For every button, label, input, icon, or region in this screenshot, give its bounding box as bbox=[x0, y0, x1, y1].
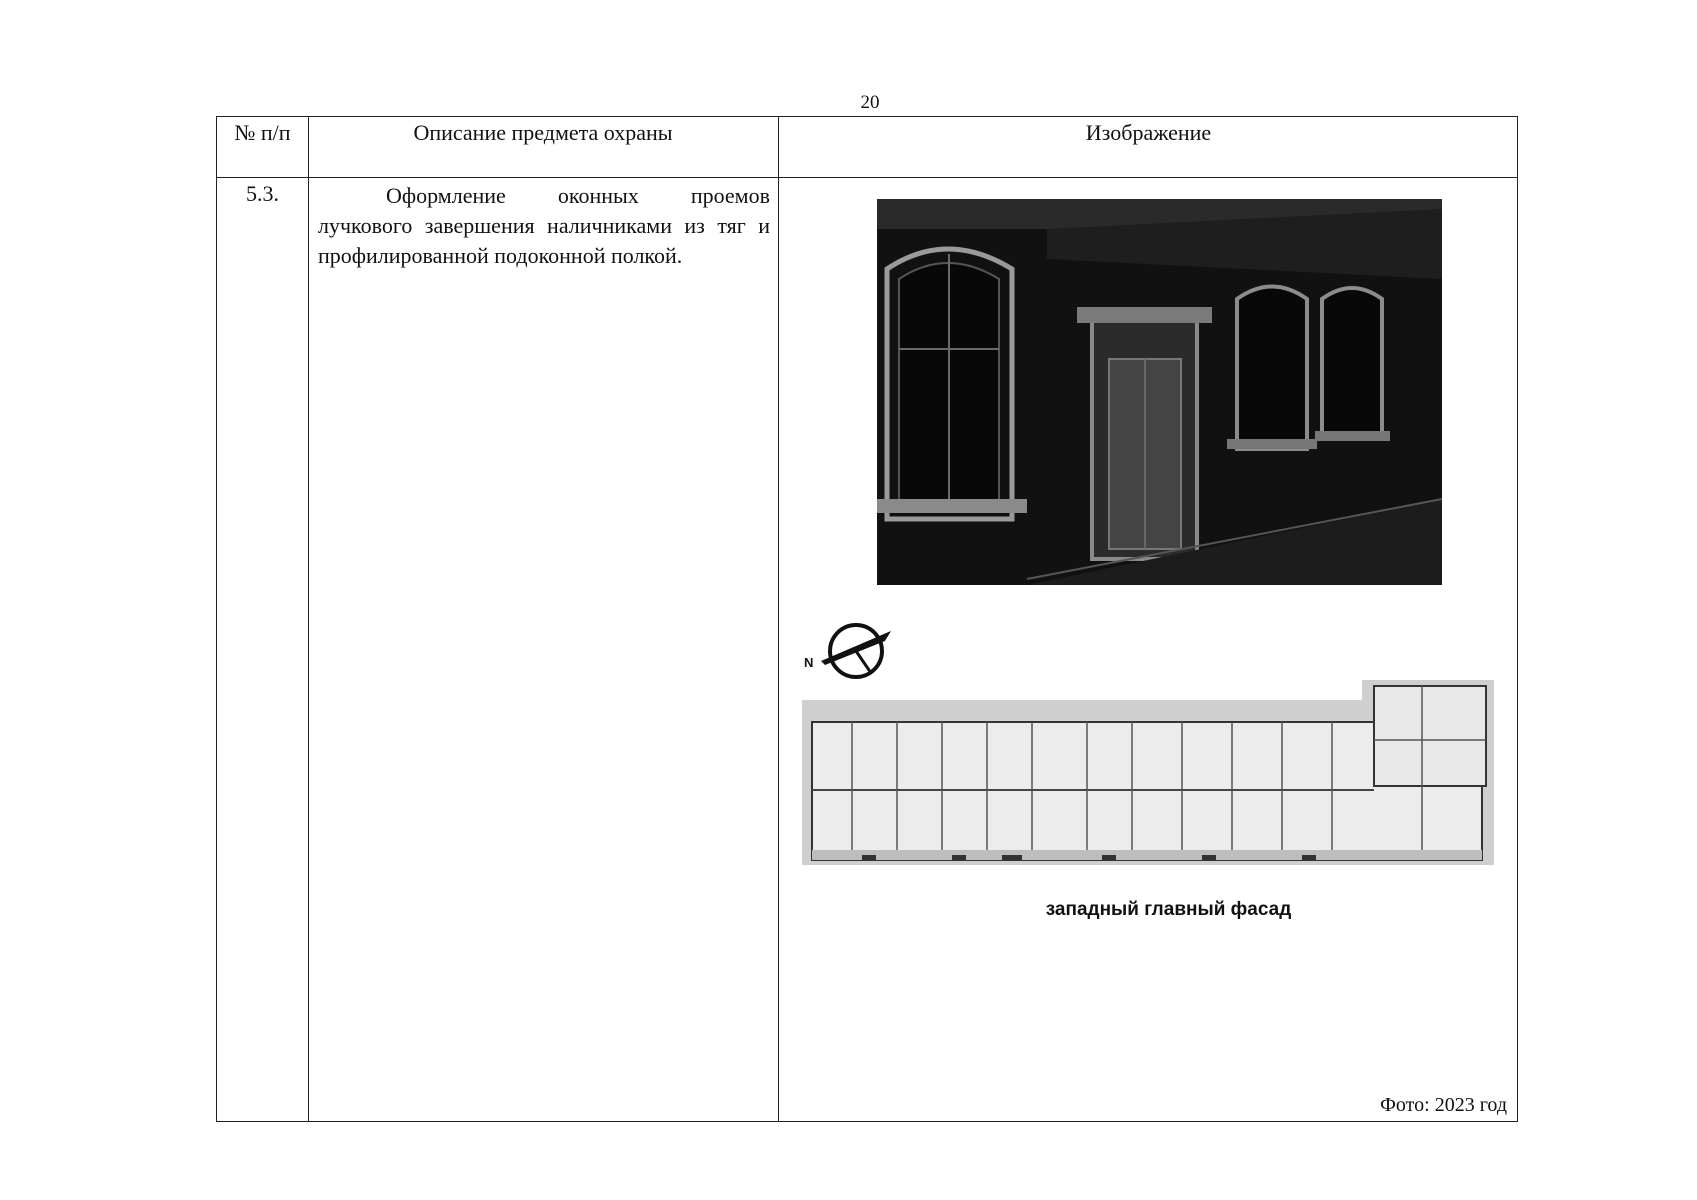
compass-label: N bbox=[804, 655, 814, 670]
floor-plan-image bbox=[802, 680, 1494, 892]
protection-subject-table bbox=[216, 116, 1518, 1122]
photo-year: Фото: 2023 год bbox=[1380, 1094, 1507, 1116]
header-description: Описание предмета охраны bbox=[413, 120, 673, 145]
north-arrow-icon bbox=[801, 617, 911, 687]
header-image: Изображение bbox=[1085, 120, 1212, 145]
column-divider bbox=[778, 117, 779, 1121]
facade-photo bbox=[877, 199, 1442, 585]
header-divider bbox=[217, 177, 1517, 178]
column-divider bbox=[308, 117, 309, 1121]
header-number: № п/п bbox=[234, 120, 291, 145]
page-number: 20 bbox=[860, 92, 880, 113]
image-caption: западный главный фасад bbox=[1045, 899, 1292, 920]
row-number: 5.3. bbox=[246, 181, 279, 206]
row-description: Оформление оконных проемов лучкового завершения наличниками из тяг и профилированной подоконной полкой. bbox=[318, 183, 770, 268]
